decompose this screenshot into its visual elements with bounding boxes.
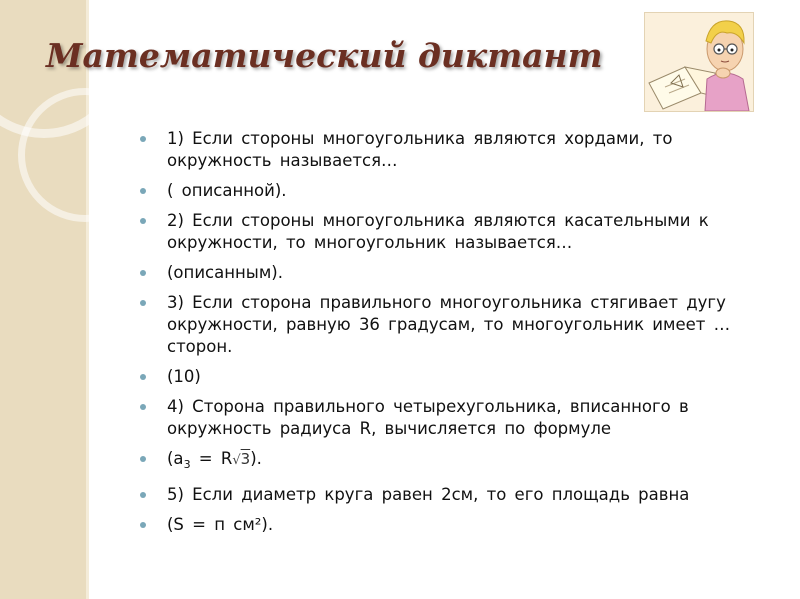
formula-mid: = R: [190, 449, 233, 468]
item-text: 3) Если сторона правильного многоугольника стягивает дугу окружности, равную 36 градусам, то многоугольник имеет …сторон.: [167, 293, 731, 356]
bullet-icon: [140, 456, 146, 462]
formula-radicand: 3: [240, 450, 251, 468]
list-item: [140, 366, 770, 388]
dictation-list: [140, 128, 770, 544]
sqrt-icon: √: [232, 453, 241, 468]
thinking-boy-illustration: [644, 12, 754, 112]
slide-title: Математический диктант: [46, 36, 603, 75]
bullet-icon: [140, 188, 146, 194]
list-item: [140, 210, 770, 254]
item-text: 4) Сторона правильного четырехугольника, вписанного в окружность радиуса R, вычисляется по формуле: [167, 397, 689, 438]
item-text: (10): [167, 367, 201, 386]
item-text: 5) Если диаметр круга равен 2см, то его площадь равна: [167, 485, 690, 504]
list-item: [140, 484, 770, 506]
formula-close: ).: [250, 449, 262, 468]
list-item: [140, 396, 770, 440]
list-item: [140, 180, 770, 202]
list-item: [140, 128, 770, 172]
item-text: (описанным).: [167, 263, 283, 282]
list-item: [140, 514, 770, 536]
bullet-icon: [140, 374, 146, 380]
formula-open: (a: [167, 449, 184, 468]
item-text: 2) Если стороны многоугольника являются касательными к окружности, то многоугольник называется…: [167, 211, 709, 252]
bullet-icon: [140, 522, 146, 528]
bullet-icon: [140, 270, 146, 276]
bullet-icon: [140, 136, 146, 142]
bullet-icon: [140, 218, 146, 224]
item-text: 1) Если стороны многоугольника являются хордами, то окружность называется…: [167, 129, 673, 170]
decorative-circle: [18, 88, 152, 222]
formula-subscript: 3: [183, 458, 191, 471]
item-text: ( описанной).: [167, 181, 287, 200]
item-text: (S = п см²).: [167, 515, 274, 534]
formula: [167, 449, 262, 471]
bullet-icon: [140, 300, 146, 306]
list-item-formula: [140, 448, 770, 476]
illustration-svg: [645, 13, 753, 111]
list-item: [140, 292, 770, 358]
bullet-icon: [140, 492, 146, 498]
bullet-icon: [140, 404, 146, 410]
list-item: [140, 262, 770, 284]
